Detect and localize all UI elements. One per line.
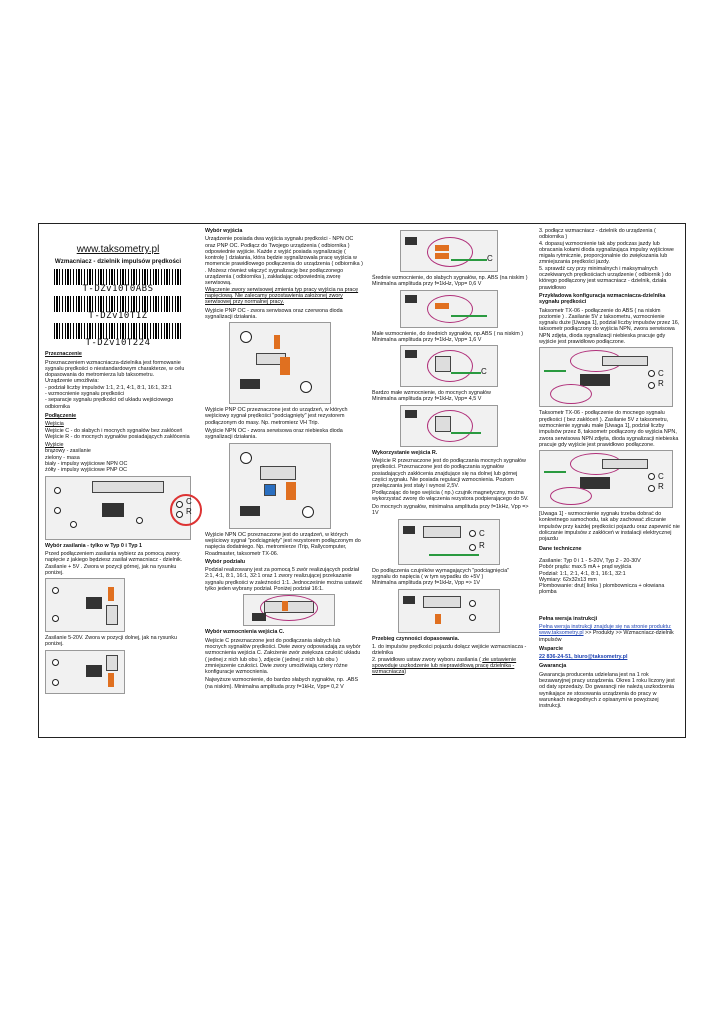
text-male: Małe wzmocnienie, do średnich sygnałów, np.ABS ( na niskim ) Minimalna amplituda przy f=1kHz, Vpp= 1,6 V [372, 330, 524, 343]
text-pnp-desc: Wyjście PNP OC przeznaczone jest do urządzeń, w których wejściowy sygnał prędkości "podciągnięty" jest rezystorem podłączonym do masy. Np. metromierz VH Trip. [205, 407, 348, 426]
input-c-label: C [186, 496, 192, 506]
text-przebieg: 1. do impulsów prędkości pojazdu dołącz wejście wzmacniacza - dzielnika 2. prawidłowo ustaw zwory wyboru zasilania ( złe ustawienie spowoduje uszkodzenie lub nieprawidłową pracę dzielnika - wzmacniacza) [372, 643, 527, 676]
board-image-input-r [398, 519, 500, 565]
text-czujnikow: Do podłączenia czujników wymagających "podciągnięcia" sygnału do napięcia ( w tym wypadku do +5V ) Minimalna amplituda przy f=1kHz, Vpp => 1V [372, 567, 510, 587]
heading-zasilanie: Wybór zasilania - tylko w Typ 0 i Typ 1 [45, 542, 143, 549]
text-zasilanie: Przed podłączeniem zasilania wybierz za pomocą zwory napięcie z jakiego będziesz zasilał wzmacniacz - dzielnik. Zasilanie + 5V . Zwora w pozycji górnej, jak na rysunku poniżej. [45, 550, 183, 576]
text-wzmocnienia-2: Najwyższe wzmocnienie, do bardzo słabych sygnałów, np. .ABS (na niskim). Minimalna amplituda przy f=1kHz, Vpp= 0,2 V [205, 677, 359, 690]
board-image-pullup [398, 589, 500, 633]
input-c-label: C [479, 528, 485, 538]
board-image-gain-3 [400, 345, 498, 387]
text-wyjscia-warning: Włączenie zwory serwisowej zmienia typ pracy wyjścia na pracę napięciową. Nie zalecamy pozostawienia założonej zwory serwisowej przy normalnej pracy. [205, 286, 359, 306]
input-c-label: C [658, 472, 664, 482]
input-r-label: R [658, 482, 664, 492]
input-r-label: R [658, 379, 664, 389]
column-3 [372, 228, 529, 677]
heading-podzialu: Wybór podziału [205, 558, 246, 565]
text-wejscia-r: Wejście R przeznaczone jest do podłączania mocnych sygnałów prędkości. Przeznaczone jest do podłączania sygnałów posiadających zakłócenia znajdujące się na dolnej lub górnej części sygnału. Nie posiada regulacji wzmocnienia. Poziom przełączania jest stały i wynosi 2,5V. Podłączając do tego wejścia ( np.) czujnik magnetyczny, można wykorzystać zworę do włączenia rezystora podpierającego do 5V. [372, 458, 529, 502]
text-wzmocnienia: Wejście C przeznaczone jest do podłączania słabych lub mocnych sygnałów prędkości. Dwie zwory odpowiadają za wybór wzmocnienia wejścia C. Założenie zwór zwiększa czułość układu ( jednej z nich lub obu ), zdjęcie ( jednej z nich lub obu ) zmniejszenie czułości. Dwie zwory umożliwiają cztery różne konfiguracje wzmocnienia. [205, 637, 361, 676]
board-image-5v [45, 578, 125, 632]
column-1 [45, 228, 191, 697]
text-przeznaczenie: Przeznaczeniem wzmacniacza-dzielnika jest formowanie sygnału prędkości o niestandardowym charakterze, w celu dopasowania do metromierza lub taksometru. Urządzenie umożliwia: - podział liczby impulsów 1:1, 2:1, 4:1, 8:1, 16:1, 32:1 - wzmocnienie sygnału prędkości - separacje sygnału prędkości od układu wejściowego odbiornika [45, 359, 185, 410]
text-uwaga: [Uwaga 1] - wzmocnienie sygnału trzeba dobrać do konkretnego samochodu, tak aby zachować zliczanie impulsów przy każdej prędkości pojazdu oraz zapewnić nie doliczanie impulsów z zakłóceń w instalacji elektrycznej pojazdu [539, 511, 680, 543]
text-npn-desc: Wyjście NPN OC przeznaczone jest do urządzeń, w których wejściowy sygnał "podciągnięty" jest rezystorem podłączonym do napięcia dodatniego. Np. metromierze iTrip, Rallycomputer, Roadmaster, taksometr TX-06. [205, 531, 361, 557]
board-image-gain-4 [400, 405, 498, 447]
column-2 [205, 228, 363, 692]
text-dane: Zasilanie: Typ 0 i 1 - 5-20V, Typ 2 - 20-30V Pobór prądu: max.5 mA + prąd wyjścia Podział: 1:1, 2:1, 4:1, 8:1, 16:1, 32:1 Wymiary: 62x32x13 mm Plombowanie: drut( linka ) plombownicza + ołowiana plomba [539, 557, 665, 596]
text-wyjscia: Urządzenie posiada dwa wyjścia sygnału prędkości - NPN OC oraz PNP OC. Podłącz do Twojego urządzenia ( odbiornika ) odpowiednie wyjście. Każde z wyjść posiada sygnalizację ( kontrolę ) działania, która będzie sygnalizowała pracę wyjścia w momencie prawidłowego podłączenia do urządzenia ( odbiornika ) . Możesz również włączyć sygnalizację bez podłączonego urządzenia ( odbiornika ), zakładając odpowiednią zworę serwisową. [205, 236, 363, 287]
text-wejscia: Wejście C - do słabych i mocnych sygnałów bez zakłóceń Wejście R - do mocnych sygnałów posiadających zakłócenia [45, 427, 190, 440]
text-przyklad: Taksometr TX-06 - podłączenie do ABS ( na niskim poziomie ) . Zasilanie 5V z taksometru, wzmocnienie sygnału duże [Uwaga 1], podział liczby impulsów przez 16, taksometr podłączony do wyjścia NPN, zwora serwisowa NPN zdjęta, dioda sygnalizacji niebieska pracuje gdy wyjście jest prawidłowo podłączone. [539, 307, 680, 346]
text-pelna-path: www.taksometry.pl >> Produkty >> Wzmacniacz-dzielnik impulsów [539, 630, 674, 643]
column-4 [539, 228, 681, 712]
heading-wsparcie: Wsparcie [539, 645, 563, 652]
board-image-pnp [229, 322, 331, 404]
text-pnp-oc: Wyjście PNP OC - zwora serwisowa oraz czerwona dioda sygnalizacji działania. [205, 307, 343, 320]
board-image-example-2 [539, 450, 673, 508]
board-image-gain-2 [400, 290, 498, 328]
heading-pelna: Pełna wersja instrukcji [539, 615, 598, 622]
heading-przyklad: Przykładowa konfiguracja wzmacniacza-dzielnika sygnału prędkości [539, 292, 666, 306]
barcode-2 [54, 296, 182, 321]
barcode-label: T-DZv10T1Z [88, 311, 148, 322]
text-przyklad-2: Taksometr TX-06 - podłączenie do mocnego sygnału prędkości ( bez zakłóceń ). Zasilanie 5V z taksometru, wzmocnienie sygnału małe [Uwaga 1], podział liczby impulsów przez 8, taksometr podłączony do wyjścia NPN, zwora serwisowa NPN zdjęta, dioda sygnalizacji niebieska pracuje gdy wyjście jest prawidłowo podłączone. [539, 410, 679, 448]
heading-przeznaczenie: Przeznaczenie [45, 351, 82, 358]
text-gwarancja: Gwarancja producenta udzielana jest na 1 rok bezawaryjnej pracy urządzenia. Okres 1 roku liczony jest od daty sprzedaży. Do gwarancji nie należą uszkodzenia wynikające ze stosowania urządzenia do pracy w warunkach niezgodnych z opisanymi w powyższej instrukcji. [539, 671, 675, 710]
heading-gwarancja: Gwarancja [539, 663, 567, 670]
board-image-example-1 [539, 347, 673, 407]
full-manual-link[interactable]: Pełna wersja instrukcji znajduje się na stronie produktu: [539, 623, 672, 630]
text-mocnych: Do mocnych sygnałów, minimalna amplituda przy f=1kHz, Vpp => 1V [372, 504, 529, 517]
heading-podlaczenie: Podłączenie [45, 412, 77, 419]
barcode-3 [54, 323, 182, 348]
input-r-label: R [479, 540, 485, 550]
board-image-podzial [243, 594, 335, 626]
barcode-1 [54, 269, 182, 294]
text-zasilanie-2: Zasilanie 5-20V. Zwora w pozycji dolnej, jak na rysunku poniżej. [45, 635, 177, 648]
label-wyjscie: Wyjście [45, 442, 64, 449]
board-image-gain-1 [400, 230, 498, 272]
label-wejscia: Wejścia [45, 421, 64, 428]
text-srednie: Średnie wzmocnienie, do słabych sygnałów, np. ABS (na niskim ) Minimalna amplituda przy f=1kHz, Vpp= 0,6 V [372, 275, 528, 288]
barcode-label: T-DZv10T224 [85, 338, 151, 349]
input-r-label: R [186, 506, 192, 516]
input-c-label: C [658, 369, 664, 379]
site-link[interactable]: www.taksometry.pl [539, 630, 584, 637]
barcode-label: T-DZv10T0ABS [82, 284, 154, 295]
heading-dane: Dane techniczne [539, 545, 582, 552]
heading-wyjscia: Wybór wyjścia [205, 228, 243, 234]
text-podzialu: Podział realizowany jest za pomocą 5 zwór realizujących podział 2:1, 4:1, 8:1, 16:1, 32:1 oraz 1 zwory realizującej przekazanie sygnału prędkości w zależności 1:1. Jednocześnie można ustawić tylko jeden wybrany podział. Poniżej podział 16:1. [205, 567, 363, 593]
site-url[interactable]: www.taksometry.pl [76, 244, 160, 255]
text-bardzo-male: Bardzo małe wzmocnienie, do mocnych sygnałów Minimalna amplituda przy f=1kHz, Vpp= 4,5 V [372, 390, 491, 403]
input-c-label: C [481, 367, 487, 377]
support-contact[interactable]: 22 836-24-51, biuro@taksometry.pl [539, 654, 628, 661]
heading-przebieg: Przebieg czynności dopasowania. [372, 635, 460, 642]
heading-wzmocnienia: Wybór wzmocnienia wejścia C. [205, 629, 285, 636]
instruction-sheet [38, 223, 686, 738]
text-kroki: 3. podłącz wzmacniacz - dzielnik do urządzenia ( odbiornika ) 4. dopasuj wzmocnienie tak aby podczas jazdy lub obracania kołami dioda sygnalizująca impulsy wyjściowe migała rytmicznie, proporcjonalnie do zwiększania lub zmniejszania prędkości jazdy. 5. sprawdź czy przy minimalnych i maksymalnych oczekiwanych prędkościach urządzenie ( odbiornik ) do którego podłączony jest wzmacniacz - dzielnik, działa prawidłowo [539, 228, 674, 291]
input-c-label: C [487, 254, 493, 263]
text-wyjscie: brązowy - zasilanie zielony - masa biały - impulsy wyjściowe NPN OC żółty - impulsy wyjściowe PNP OC [45, 448, 128, 474]
board-image-inputs [45, 476, 191, 540]
heading-wejscia-r: Wykorzystanie wejścia R. [372, 449, 438, 456]
board-image-npn [229, 443, 331, 529]
board-image-5-20v [45, 650, 125, 694]
text-przebieg-warning: złe ustawienie spowoduje uszkodzenie lub nieprawidłową pracę dzielnika - wzmacniacza [372, 656, 517, 676]
text-npn-oc: Wyjście NPN OC - zwora serwisowa oraz niebieska dioda sygnalizacji działania. [205, 428, 343, 441]
product-title: Wzmacniacz - dzielnik impulsów prędkości [54, 258, 182, 265]
